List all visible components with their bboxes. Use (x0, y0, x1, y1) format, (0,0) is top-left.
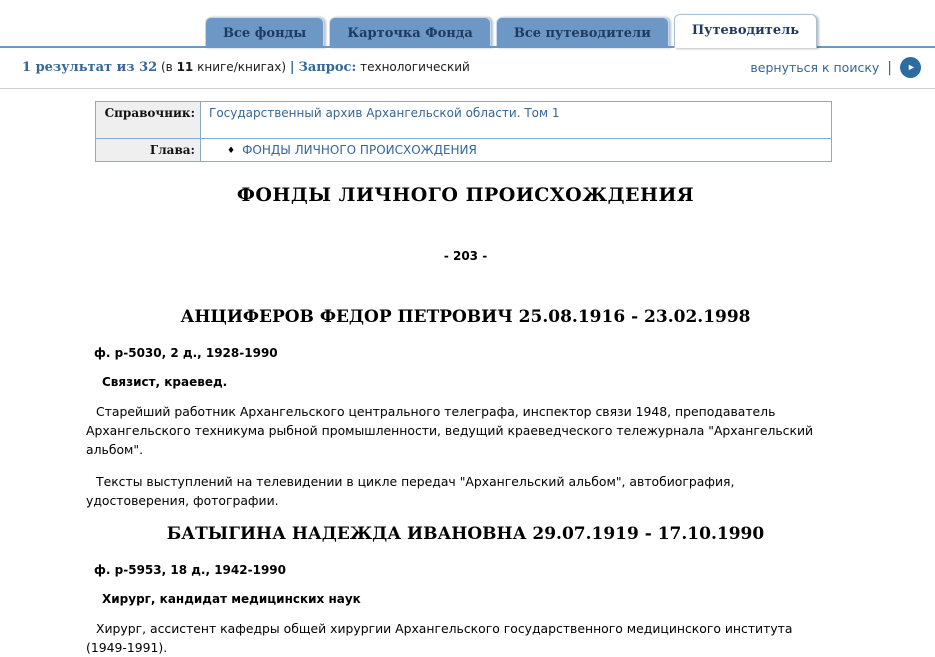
chapter-title: ФОНДЫ ЛИЧНОГО ПРОИСХОЖДЕНИЯ (236, 184, 695, 206)
back-divider: | (887, 59, 892, 76)
tab-bar (0, 0, 935, 48)
table-row (96, 102, 832, 139)
tab-guide-active[interactable]: Путеводитель (674, 14, 817, 48)
entry-occupation: Связист, краевед. (102, 375, 228, 389)
query-label: Запрос: (298, 60, 357, 75)
tab-all-fonds[interactable]: Все фонды (205, 17, 324, 48)
entry-heading: БАТЫГИНА НАДЕЖДА ИВАНОВНА 29.07.1919 - 17.10.1990 (166, 524, 765, 544)
page-number: - 203 - (443, 249, 488, 263)
table-row (96, 139, 832, 162)
query-value: технологический (360, 60, 470, 74)
in-books-suffix: книге/книгах) (197, 60, 287, 74)
fond-reference: ф. р-5030, 2 д., 1928-1990 (94, 346, 278, 360)
results-summary (22, 60, 470, 75)
tab-all-guides[interactable]: Все путеводители (496, 17, 669, 48)
chapter-label: Глава: (96, 139, 201, 162)
books-count: 11 (176, 60, 194, 74)
chapter-value-cell (201, 139, 832, 162)
guide-content (0, 184, 935, 657)
results-bar (0, 48, 935, 89)
chapter-link[interactable]: ФОНДЫ ЛИЧНОГО ПРОИСХОЖДЕНИЯ (242, 143, 477, 157)
tab-fond-card[interactable]: Карточка Фонда (329, 17, 491, 48)
results-separator: | (289, 60, 295, 75)
reference-label: Справочник: (96, 102, 201, 139)
entry-paragraph: Хирург, ассистент кафедры общей хирургии Архангельского государственного медицинского института (1949-1991). (86, 621, 793, 655)
entry-occupation: Хирург, кандидат медицинских наук (102, 592, 361, 606)
guide-volume-link[interactable]: Государственный архив Архангельской области. Том 1 (209, 106, 560, 120)
reference-value-cell (201, 102, 832, 139)
fond-reference: ф. р-5953, 18 д., 1942-1990 (94, 563, 286, 577)
entry-paragraph: Старейший работник Архангельского центрального телеграфа, инспектор связи 1948, преподаватель Архангельского техникума рыбной промышленности, ведущий краеведческого тележурнала "Архангельский альбом". (86, 404, 814, 457)
go-button[interactable] (900, 57, 921, 78)
entry-heading: АНЦИФЕРОВ ФЕДОР ПЕТРОВИЧ 25.08.1916 - 23.02.1998 (180, 307, 751, 327)
play-icon: ► (907, 62, 916, 72)
in-books-prefix: (в (160, 60, 173, 74)
back-to-search-area (750, 57, 921, 78)
entry-paragraph: Тексты выступлений на телевидении в цикле передач "Архангельский альбом", автобиография, удостоверения, фотографии. (86, 474, 735, 508)
back-to-search-link[interactable]: вернуться к поиску (750, 60, 880, 75)
reference-table (95, 101, 832, 162)
diamond-bullet-icon: ♦ (227, 146, 236, 156)
results-count: 1 результат из 32 (22, 60, 158, 75)
